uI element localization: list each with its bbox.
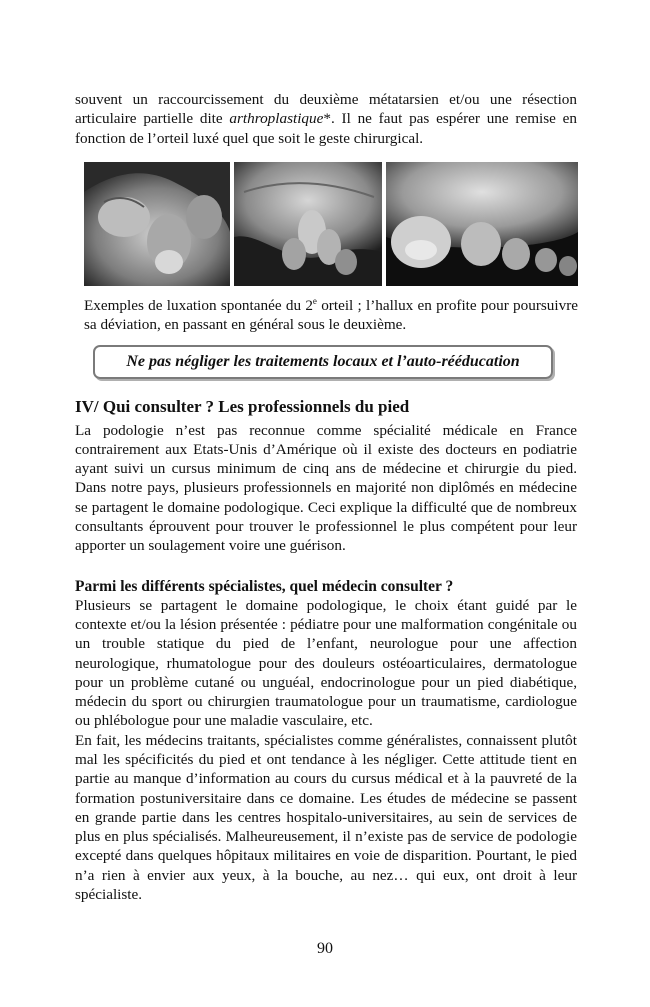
foot-photo-icon <box>386 162 578 286</box>
foot-photo-icon <box>234 162 382 286</box>
subsection-paragraph-2: En fait, les médecins traitants, spécialistes comme généralistes, connaissent plutôt mal les spécificités du pied et ont tendance à les négliger. Cette attitude tient en partie au manque d’information au cours du cursus médical et à la pauvreté de la formation postuniversitaire dans ce domaine. Les études de médecine se passent en grande partie dans les centres hospitalo-universitaires, au sein de services de plus en plus spécialisés. Malheureusement, il n’existe pas de service de podologie excepté dans quelques hôpitaux militaires en voie de disparition. Pourtant, le pied n’a rien à envier aux yeux, à la bouche, au nez… qui eux, ont droit à leur spécialiste. <box>75 731 577 904</box>
callout-box: Ne pas négliger les traitements locaux et l’auto-rééducation <box>93 345 553 379</box>
arthroplastique-term: arthroplastique <box>229 110 324 128</box>
subsection-heading: Parmi les différents spécialistes, quel médecin consulter ? <box>75 577 454 595</box>
foot-photo-icon <box>84 162 230 286</box>
figure-photos <box>84 162 578 286</box>
subsection-paragraph-1: Plusieurs se partagent le domaine podologique, le choix étant guidé par le contexte et/ou la lésion présentée : pédiatre pour une malformation congénitale ou un trouble statique du pied de l’enfant, neurologue pour une affection neurologique, rhumatologue pour des douleurs ostéoarticulaires, dermatologue pour un problème cutané ou unguéal, endocrinologue pour un pied diabétique, médecin du sport ou chirurgien traumatologue pour un traumatisme, cardiologue ou phlébologue pour une maladie vasculaire, etc. <box>75 596 577 730</box>
section-heading: IV/ Qui consulter ? Les professionnels du pied <box>75 396 410 416</box>
figure-caption: Exemples de luxation spontanée du 2e orteil ; l’hallux en profite pour poursuivre sa déviation, en passant en général sous le deuxième. <box>84 295 579 334</box>
page-content <box>75 90 577 904</box>
section-paragraph: La podologie n’est pas reconnue comme spécialité médicale en France contrairement aux Etats-Unis d’Amérique où il existe des docteurs en podiatrie ayant suivi un cursus minimum de cinq ans de médecine et chirurgie du pied. Dans notre pays, plusieurs professionnels en majorité non diplômés en médecine se partagent le domaine podologique. Ceci explique la difficulté que de nombreux consultants éprouvent pour trouver le professionnel le plus compétent pour leur apporter un soulagement voire une guérison. <box>75 421 577 555</box>
intro-paragraph: souvent un raccourcissement du deuxième métatarsien et/ou une résection articulaire partielle dite arthroplastique*. Il ne faut pas espérer une remise en fonction de l’orteil luxé quel que soit le geste chirurgical. <box>75 91 577 147</box>
page-number: 90 <box>317 940 333 957</box>
